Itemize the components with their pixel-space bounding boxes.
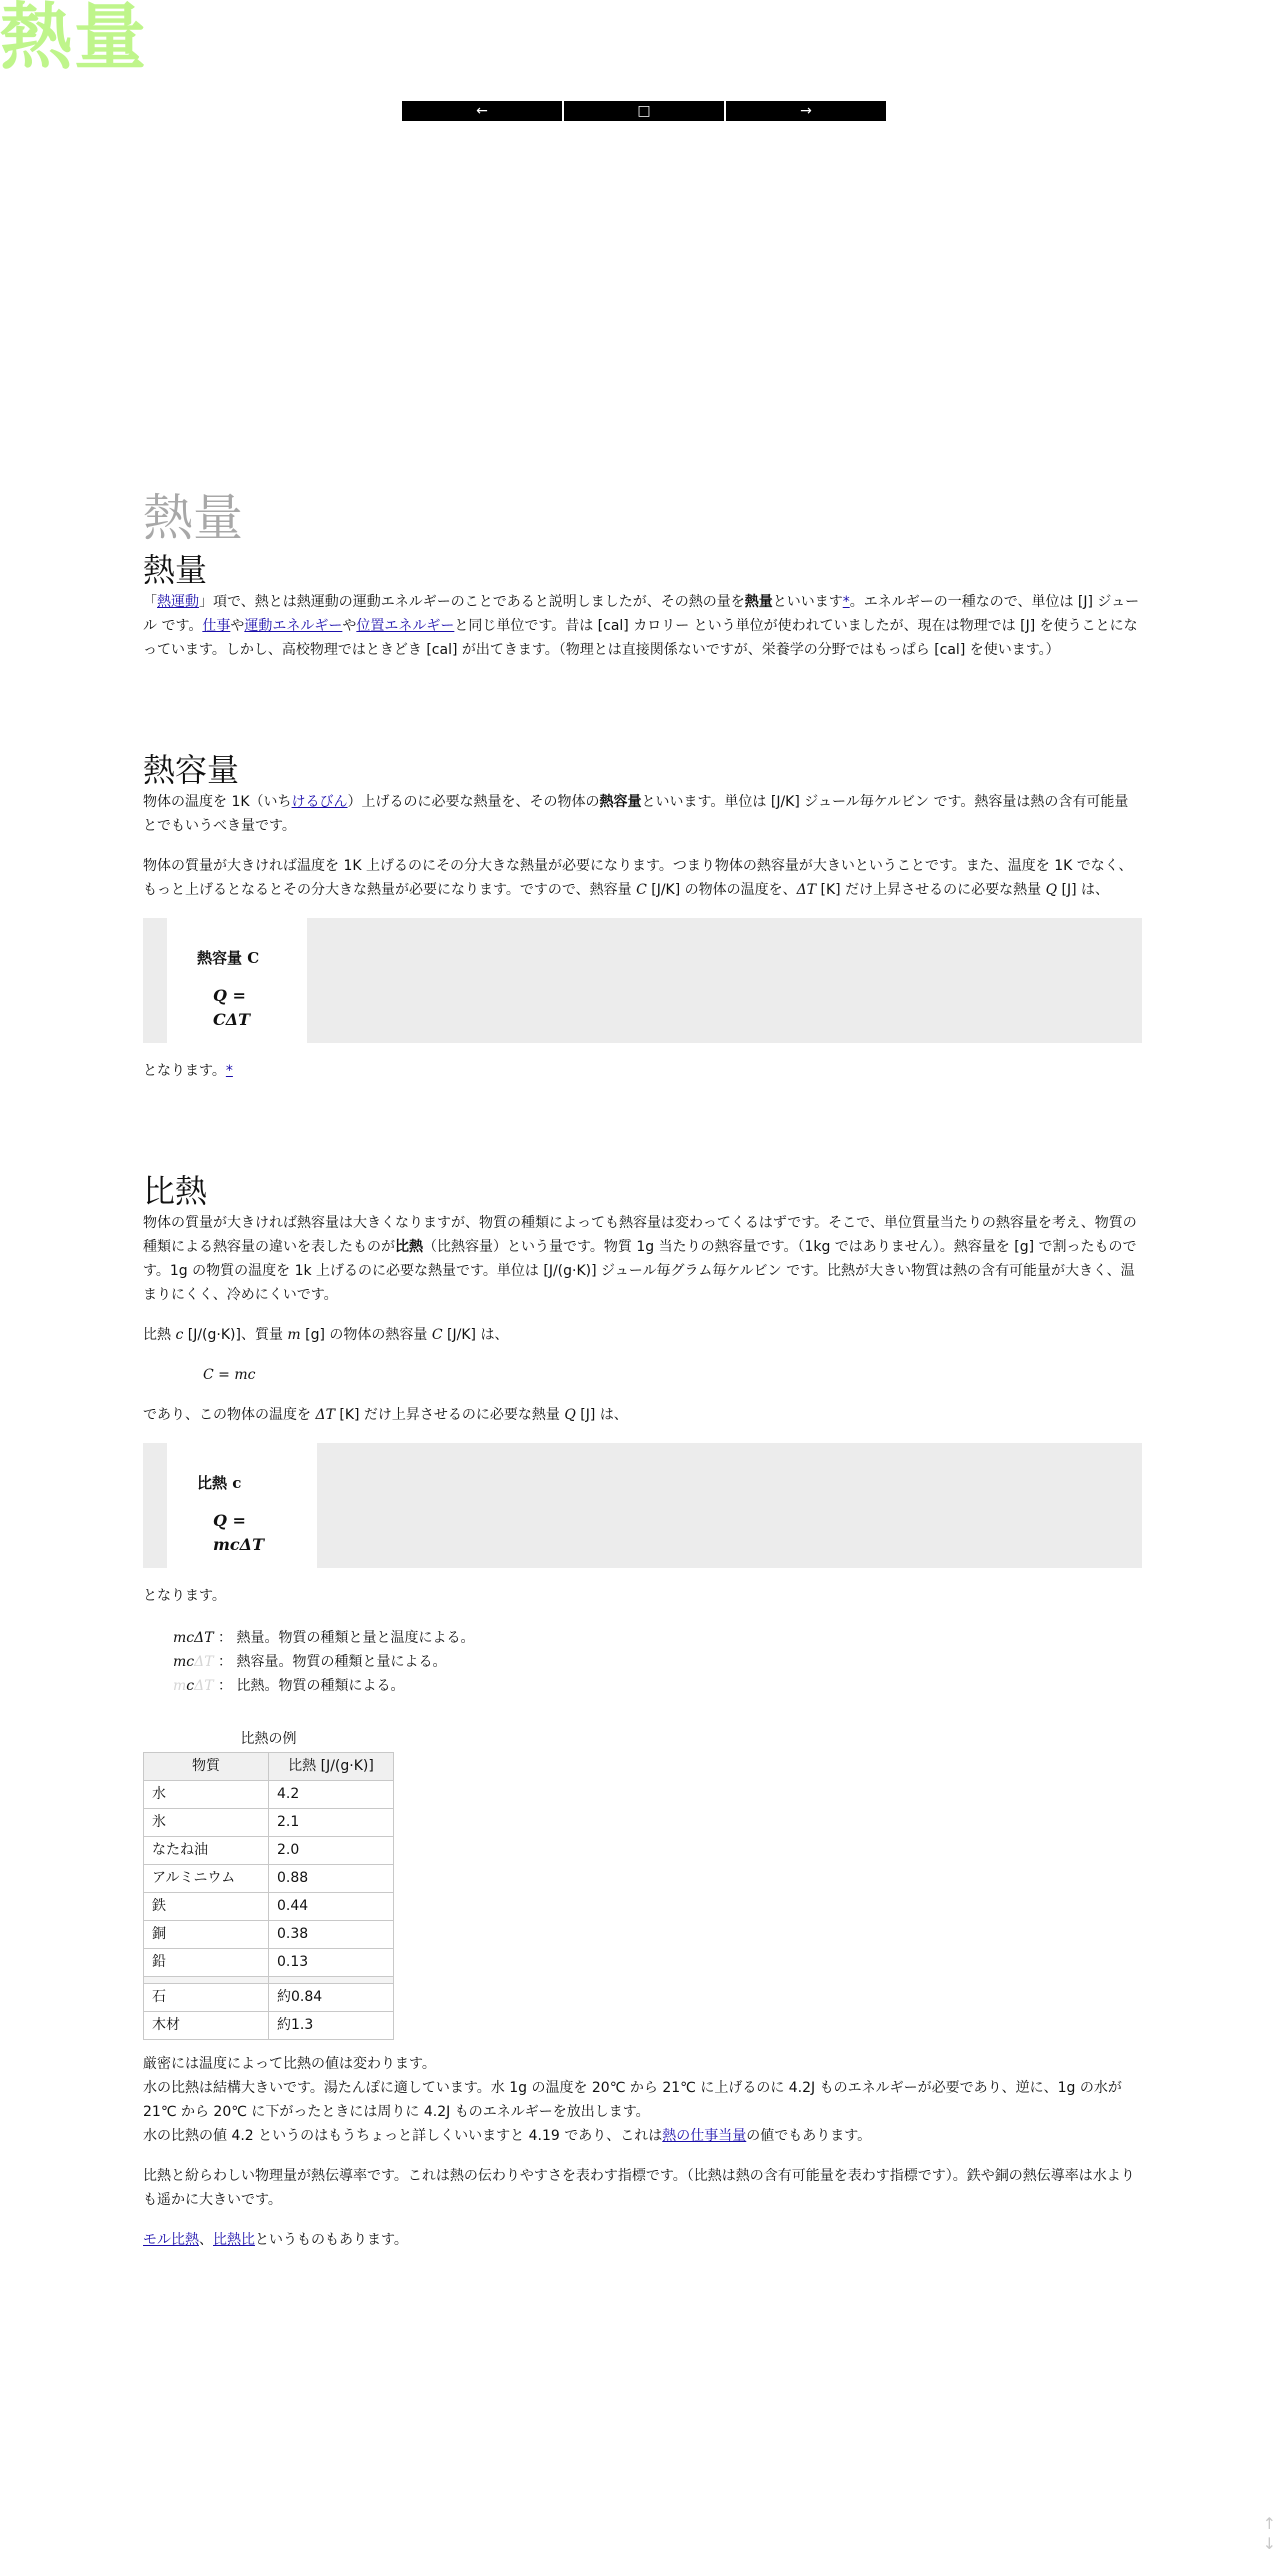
table-cell: 0.13 bbox=[269, 1949, 394, 1977]
scroll-up-icon[interactable]: ↑ bbox=[1262, 2514, 1276, 2533]
formula-label: 比熱 c bbox=[197, 1474, 242, 1492]
link-potential-energy[interactable]: 位置エネルギー bbox=[356, 618, 455, 634]
link-footnote-2[interactable]: * bbox=[225, 1063, 233, 1079]
term-specific-heat: mcΔT ： 比熱。物質の種類による。 bbox=[173, 1678, 405, 1694]
term-list bbox=[143, 1626, 1142, 1698]
paragraph-specific-6: 比熱と紛らわしい物理量が熱伝導率です。これは熱の伝わりやすさを表わす指標です。（比熱は熱の含有可能量を表わす指標です）。鉄や銅の熱伝導率は水よりも遥かに大きいです。 bbox=[143, 2168, 1135, 2208]
table-row bbox=[144, 1781, 394, 1809]
table-cell: 水 bbox=[144, 1781, 269, 1809]
next-page-button[interactable]: → bbox=[726, 101, 886, 121]
paragraph-specific-5b: 水の比熱は結構大きいです。湯たんぽに適しています。水 1g の温度を 20℃ から 21℃ に上げるのに 4.2J ものエネルギーが必要であり、逆に、1g の水が 21℃ から 20℃ に下がったときには周りに 4.2J ものエネルギーを放出します。 bbox=[143, 2080, 1122, 2120]
link-molar-specific-heat[interactable]: モル比熱 bbox=[143, 2232, 199, 2248]
link-kinetic-energy[interactable]: 運動エネルギー bbox=[244, 618, 343, 634]
formula-equation: Q = CΔT bbox=[213, 986, 251, 1029]
link-work[interactable]: 仕事 bbox=[202, 618, 231, 634]
table-cell bbox=[269, 1977, 394, 1984]
table-caption: 比熱の例 bbox=[240, 1731, 297, 1747]
table-cell: 木材 bbox=[144, 2012, 269, 2040]
table-row bbox=[144, 1893, 394, 1921]
table-cell: 4.2 bbox=[269, 1781, 394, 1809]
table-cell: アルミニウム bbox=[144, 1865, 269, 1893]
formula-box-inner bbox=[167, 1443, 317, 1568]
article bbox=[143, 486, 1142, 2252]
table-row bbox=[144, 1809, 394, 1837]
table-row bbox=[144, 2012, 394, 2040]
table-cell: 0.88 bbox=[269, 1865, 394, 1893]
table-cell: 2.1 bbox=[269, 1809, 394, 1837]
heading-specific-heat: 比熱 bbox=[143, 1172, 208, 1210]
site-logo[interactable]: 熱量 bbox=[0, 0, 149, 79]
prev-page-button[interactable]: ← bbox=[402, 101, 562, 121]
formula-equation: Q = mcΔT bbox=[213, 1511, 264, 1554]
table-row bbox=[144, 1984, 394, 2012]
scroll-controls bbox=[1263, 2514, 1276, 2554]
link-thermal-motion[interactable]: 熱運動 bbox=[157, 594, 199, 610]
paragraph-specific-2: 比熱 c [J/(g·K)]、質量 m [g] の物体の熱容量 C [J/K] は、 bbox=[143, 1327, 509, 1343]
table-cell bbox=[144, 1977, 269, 1984]
table-cell: 鉛 bbox=[144, 1949, 269, 1977]
page-navigation bbox=[402, 101, 888, 121]
term-heat: mcΔT ： 熱量。物質の種類と量と温度による。 bbox=[173, 1630, 475, 1646]
paragraph-capacity-1: 物体の温度を 1K（いちけるびん）上げるのに必要な熱量を、その物体の熱容量といいます。単位は [J/K] ジュール毎ケルビン です。熱容量は熱の含有可能量とでもいうべき量です。 bbox=[143, 794, 1129, 834]
paragraph-capacity-3: となります。* bbox=[143, 1063, 233, 1079]
table-row bbox=[144, 1921, 394, 1949]
link-footnote[interactable]: * bbox=[842, 594, 850, 610]
table-row bbox=[144, 1865, 394, 1893]
link-kelvin[interactable]: けるびん bbox=[291, 794, 348, 810]
paragraph-specific-4: となります。 bbox=[143, 1588, 226, 1604]
table-cell: 0.38 bbox=[269, 1921, 394, 1949]
paragraph-specific-5c: 水の比熱の値 4.2 というのはもうちょっと詳しくいいますと 4.19 であり、これは熱の仕事当量の値でもあります。 bbox=[143, 2128, 872, 2144]
paragraph-specific-1: 物体の質量が大きければ熱容量は大きくなりますが、物質の種類によっても熱容量は変わってくるはずです。そこで、単位質量当たりの熱容量を考え、物質の種類による熱容量の違いを表したものが比熱（比熱容量）という量です。物質 1g 当たりの熱容量です。（1kg ではありません）。熱容量を [g] で割ったものです。1g の物質の温度を 1k 上げるのに必要な熱量です。単位は [J/(g·K)] ジュール毎グラム毎ケルビン です。比熱が大きい物質は熱の含有可能量が大きく、温まりにくく、冷めにくいです。 bbox=[143, 1215, 1137, 1303]
specific-heat-table bbox=[143, 1726, 394, 2040]
formula-label: 熱容量 C bbox=[197, 949, 260, 967]
table-cell: 0.44 bbox=[269, 1893, 394, 1921]
table-cell: 銅 bbox=[144, 1921, 269, 1949]
table-cell: 氷 bbox=[144, 1809, 269, 1837]
page-title: 熱量 bbox=[143, 489, 243, 547]
link-heat-capacity-ratio[interactable]: 比熱比 bbox=[213, 2232, 255, 2248]
table-cell: 約0.84 bbox=[269, 1984, 394, 2012]
table-header-cell: 物質 bbox=[144, 1753, 269, 1781]
heading-heat-capacity: 熱容量 bbox=[143, 751, 240, 789]
table-separator-row bbox=[144, 1977, 394, 1984]
equation-c-mc: C = mc bbox=[203, 1367, 256, 1383]
link-mechanical-equivalent[interactable]: 熱の仕事当量 bbox=[662, 2128, 747, 2144]
paragraph-capacity-2: 物体の質量が大きければ温度を 1K 上げるのにその分大きな熱量が必要になります。つまり物体の熱容量が大きいということです。また、温度を 1K でなく、もっと上げるとなるとその分大きな熱量が必要になります。ですので、熱容量 C [J/K] の物体の温度を、ΔT [K] だけ上昇させるのに必要な熱量 Q [J] は、 bbox=[143, 858, 1133, 898]
formula-box-inner bbox=[167, 918, 307, 1043]
formula-box-heat-capacity bbox=[143, 918, 1142, 1043]
paragraph-heat: 「熱運動」項で、熱とは熱運動の運動エネルギーのことであると説明しましたが、その熱の量を熱量といいます*。エネルギーの一種なので、単位は [J] ジュール です。仕事や運動エネルギーや位置エネルギーと同じ単位です。昔は [cal] カロリー という単位が使われていましたが、現在は物理では [J] を使うことになっています。しかし、高校物理ではときどき [cal] が出てきます。（物理とは直接関係ないですが、栄養学の分野ではもっぱら [cal] を使います。） bbox=[143, 594, 1140, 658]
table-row bbox=[144, 1949, 394, 1977]
table-header-cell: 比熱 [J/(g·K)] bbox=[269, 1753, 394, 1781]
table-row bbox=[144, 1837, 394, 1865]
term-heat-capacity: mcΔT ： 熱容量。物質の種類と量による。 bbox=[173, 1654, 447, 1670]
paragraph-specific-3: であり、この物体の温度を ΔT [K] だけ上昇させるのに必要な熱量 Q [J] は、 bbox=[143, 1407, 628, 1423]
table-cell: 2.0 bbox=[269, 1837, 394, 1865]
heading-heat: 熱量 bbox=[143, 551, 208, 589]
table-cell: 約1.3 bbox=[269, 2012, 394, 2040]
paragraph-specific-7: モル比熱、比熱比というものもあります。 bbox=[143, 2232, 408, 2248]
paragraph-specific-5a: 厳密には温度によって比熱の値は変わります。 bbox=[143, 2056, 436, 2072]
table-header-row bbox=[144, 1753, 394, 1781]
table-cell: 鉄 bbox=[144, 1893, 269, 1921]
table-cell: なたね油 bbox=[144, 1837, 269, 1865]
formula-box-specific-heat bbox=[143, 1443, 1142, 1568]
scroll-down-icon[interactable]: ↓ bbox=[1262, 2534, 1276, 2553]
index-button[interactable]: □ bbox=[564, 101, 724, 121]
table-cell: 石 bbox=[144, 1984, 269, 2012]
